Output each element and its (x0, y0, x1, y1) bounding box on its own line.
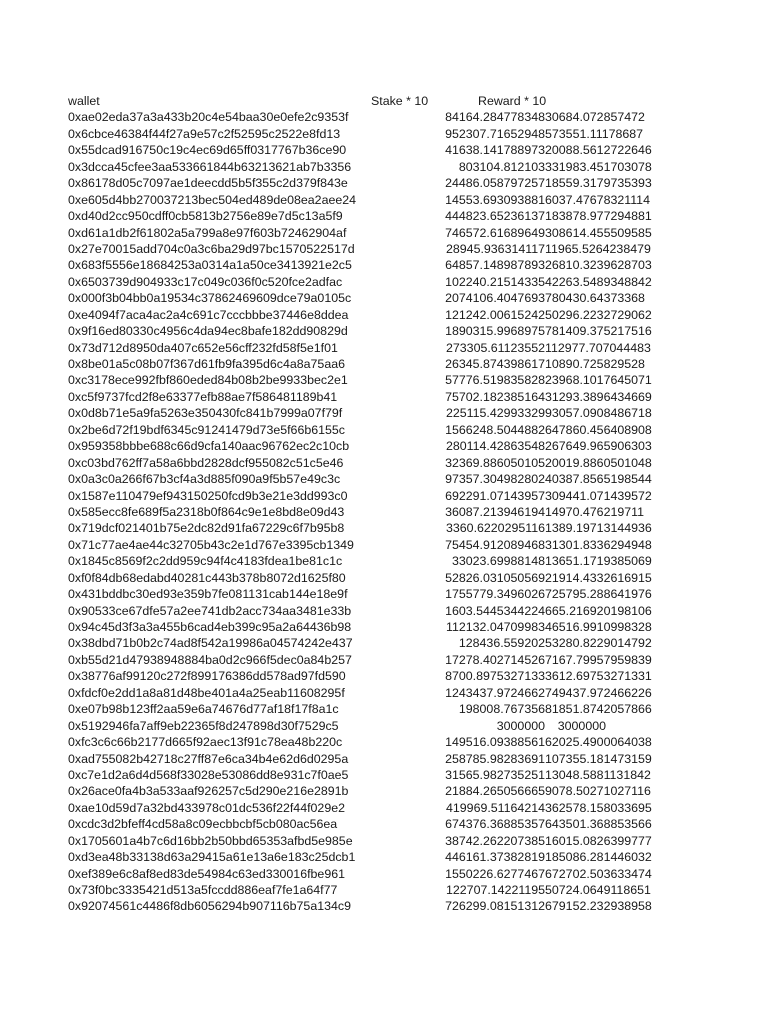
wallet-cell: 0xfdcf0e2dd1a8a81d48be401a4a25eab11608295f (68, 685, 345, 700)
header-row (68, 93, 613, 109)
wallet-cell: 0x6503739d904933c17c049c036f0c520fce2adfac (68, 274, 343, 289)
wallet-cell: 0x431bddbc30ed93e359b7fe081131cab144e18e9f (68, 587, 348, 602)
wallet-cell: 0xc03bd762ff7a58a6bbd2828dcf955082c51c5e46 (68, 455, 344, 470)
reward-cell: 267649.965906303 (545, 439, 652, 454)
reward-cell: 40387.8565198544 (545, 472, 652, 487)
table-row (68, 192, 650, 208)
stake-cell: 444823.65236137 (445, 209, 545, 224)
table-row (68, 685, 652, 701)
header-wallet: wallet (68, 94, 100, 108)
wallet-cell: 0x1845c8569f2c2dd959c94f4c4183fdea1be81c1c (68, 554, 343, 569)
table-row (68, 142, 652, 158)
wallet-cell: 0xae02eda37a3a433b20c4e54baa30e0efe2c9353f (68, 110, 349, 125)
wallet-cell: 0xd3ea48b33138d63a29415a61e13a6e183c25dcb1 (68, 850, 356, 865)
reward-cell: 3612.69753271331 (545, 669, 652, 684)
table-row (68, 816, 652, 832)
wallet-cell: 0x0a3c0a266f67b3cf4a3d885f090a9f5b57e49c3c (68, 472, 341, 487)
reward-cell: 672702.503633474 (545, 866, 652, 881)
stake-cell: 3360.6220295116 (446, 521, 545, 536)
table-row (68, 668, 652, 684)
reward-cell: 93057.0908486718 (545, 406, 652, 421)
wallet-cell: 0xad755082b42718c27ff87e6ca34b4e62d6d0295a (68, 751, 349, 766)
reward-cell: 11965.5264238479 (545, 241, 651, 256)
reward-cell: 50296.2232729062 (545, 307, 652, 322)
stake-cell: 128436.559202 (458, 636, 545, 651)
wallet-cell: 0x5192946fa7aff9eb22365f8d247898d30f7529c5 (68, 718, 339, 733)
wallet-cell: 0xb55d21d47938948884ba0d2c966f5dec0a84b257 (68, 652, 352, 667)
reward-cell: 31301.8336294948 (545, 537, 652, 552)
table-row (68, 603, 652, 619)
reward-cell: 16015.0826399777 (545, 833, 652, 848)
reward-cell: 53280.8229014792 (545, 636, 652, 651)
wallet-cell: 0x585ecc8fe689f5a2318b0f864c9e1e8bd8e09d43 (68, 504, 345, 519)
wallet-cell: 0x73d712d8950da407c652e56cff232fd58f5e1f01 (68, 340, 338, 355)
table-row (68, 356, 645, 372)
reward-cell: 42263.5489348842 (545, 274, 652, 289)
wallet-cell: 0x9f16ed80330c4956c4da94ec8bafe182dd90829d (68, 324, 348, 339)
wallet-cell: 0x27e70015add704c0a3c6ba29d97bc1570522517d (68, 241, 355, 256)
table-row (68, 751, 652, 767)
stake-cell: 64857.148987893 (445, 258, 545, 273)
reward-cell: 1389.19713144936 (545, 521, 652, 536)
table-row (68, 619, 652, 635)
reward-cell: 13048.5881131842 (545, 767, 651, 782)
stake-cell: 746572.61689649 (445, 225, 545, 240)
table-row (68, 126, 644, 142)
table-row (68, 471, 652, 487)
reward-cell: 665.216920198106 (545, 603, 652, 618)
table-row (68, 372, 652, 388)
wallet-cell: 0xc7e1d2a6d4d568f33028e53086dd8e931c7f0ae5 (68, 767, 349, 782)
reward-cell: 331983.451703078 (545, 159, 652, 174)
reward-cell: 725795.288641976 (545, 587, 652, 602)
stake-cell: 26345.874398617 (445, 357, 545, 371)
reward-cell: 6037.47678321114 (545, 192, 650, 207)
wallet-cell: 0x73f0bc3335421d513a5fccdd886eaf7fe1a64f77 (68, 883, 338, 897)
reward-cell: 31293.3896434669 (545, 389, 652, 404)
stake-cell: 97357.304982802 (445, 472, 545, 487)
reward-cell: 643501.368853566 (545, 817, 652, 832)
stake-cell: 121242.00615242 (445, 307, 545, 322)
table-row (68, 652, 652, 668)
stake-cell: 38742.262207385 (445, 833, 545, 848)
stake-cell: 17278.402714526 (445, 652, 545, 667)
wallet-cell: 0x0d8b71e5a9fa5263e350430fc841b7999a07f79f (68, 406, 343, 421)
reward-cell: 21914.4332616915 (545, 570, 652, 585)
wallet-cell: 0x94c45d3f3a3a455b6cad4eb399c95a2a64436b98 (68, 620, 352, 634)
table-row (68, 159, 652, 175)
table-row (68, 635, 652, 651)
stake-cell: 1755779.3496026 (445, 587, 545, 602)
wallet-cell: 0xe4094f7aca4ac2a4c691c7cccbbbe37446e8ddea (68, 307, 349, 322)
wallet-cell: 0x1587e110479ef943150250fcd9b3e21e3dd993c0 (68, 488, 348, 503)
reward-cell: 107355.181473159 (545, 751, 652, 766)
table-row (68, 241, 651, 257)
stake-cell: 273305.61123552 (446, 340, 545, 355)
stake-cell: 149516.09388561 (445, 735, 545, 750)
stake-cell: 674376.36885357 (445, 817, 545, 832)
wallet-cell: 0xe07b98b123ff2aa59e6a74676d77af18f17f8a1c (68, 702, 339, 717)
stake-cell: 1566248.5044882 (445, 422, 545, 437)
table-row (68, 849, 652, 865)
reward-cell: 20019.8860501048 (545, 455, 652, 470)
table-body (68, 109, 652, 914)
table-row (68, 323, 652, 339)
stake-cell: 726299.08151312 (445, 899, 545, 914)
reward-cell: 780430.64373368 (545, 291, 645, 306)
wallet-cell: 0xe605d4bb270037213bec504ed489de08ea2aee24 (68, 192, 357, 207)
table-row (68, 438, 652, 454)
table-row (68, 898, 652, 914)
table-row (68, 225, 652, 241)
wallet-cell: 0x8be01a5c08b07f367d61fb9fa395d6c4a8a75aa6 (68, 357, 345, 371)
wallet-cell: 0x959358bbbe688c66d9cfa140aac96762ec2c10cb (68, 439, 350, 454)
table-row (68, 307, 652, 323)
stake-cell: 112132.04709983 (446, 620, 545, 634)
table-row (68, 257, 652, 273)
reward-cell: 30684.072857472 (545, 110, 645, 125)
table-row (68, 175, 652, 191)
table-row (68, 570, 652, 586)
table-row (68, 405, 652, 421)
stake-cell: 952307.71652948 (445, 126, 545, 141)
stake-cell: 3000000 (496, 718, 545, 733)
wallet-cell: 0x71c77ae4ae44c32705b43c2e1d767e3395cb1349 (68, 537, 354, 552)
reward-cell: 20088.5612722646 (545, 143, 652, 158)
reward-cell: 81851.8742057866 (545, 702, 652, 717)
table-row (68, 553, 652, 569)
wallet-cell: 0xcdc3d2bfeff4cd58a8c09ecbbcbf5cb080ac56ea (68, 817, 338, 832)
table-row (68, 340, 651, 356)
reward-cell: 62025.4900064038 (545, 735, 652, 750)
wallet-cell: 0x2be6d72f19bdf6345c91241479d73e5f66b6155c (68, 422, 345, 437)
wallet-cell: 0x92074561c4486f8db6056294b907116b75a134c9 (68, 899, 351, 914)
reward-cell: 10890.725829528 (545, 357, 645, 371)
stake-cell: 8700.8975327133 (445, 669, 545, 684)
wallet-cell: 0xc3178ece992fbf860eded84b08b2be9933bec2e1 (68, 373, 348, 388)
header-stake: Stake * 10 (371, 94, 429, 108)
wallet-cell: 0x86178d05c7097ae1deecdd5b5f355c2d379f843e (68, 176, 348, 191)
wallet-cell: 0x683f5556e18684253a0314a1a50ce3413921e2c5 (68, 258, 352, 273)
stake-cell: 84164.284778348 (445, 110, 545, 125)
table-row (68, 866, 652, 882)
table-row (68, 767, 651, 783)
stake-cell: 1890315.9968975 (445, 324, 545, 339)
table-row (68, 718, 613, 734)
stake-cell: 32369.886050105 (445, 455, 545, 470)
reward-cell: 9078.50271027116 (545, 784, 651, 799)
wallet-cell: 0x3dcca45cfee3aa533661844b63213621ab7b3356 (68, 159, 352, 174)
wallet-cell: 0x38776af99120c272f899176386dd578ad97fd590 (68, 669, 346, 684)
stake-cell: 2074106.4047693 (445, 291, 545, 306)
table-row (68, 109, 645, 125)
wallet-cell: 0x719dcf021401b75e2dc82d91fa67229c6f7b95b8 (68, 521, 345, 536)
table-row (68, 701, 652, 717)
wallet-cell: 0xef389e6c8af8ed83de54984c63ed330016fbe961 (68, 866, 345, 881)
stake-cell: 419969.51164214 (446, 800, 545, 815)
reward-cell: 23968.1017645071 (545, 373, 652, 388)
stake-cell: 1243437.9724662 (445, 685, 545, 700)
reward-cell: 679152.232938958 (545, 899, 652, 914)
reward-cell: 50724.0649118651 (545, 883, 651, 897)
wallet-cell: 0x26ace0fa4b3a533aaf926257c5d290e216e2891b (68, 784, 349, 799)
table-row (68, 586, 652, 602)
table-row (68, 520, 652, 536)
stake-cell: 1550226.6277467 (445, 866, 545, 881)
stake-cell: 102240.21514335 (445, 274, 545, 289)
stake-cell: 122707.14221195 (446, 883, 545, 897)
stake-cell: 57776.519835828 (445, 373, 545, 388)
reward-cell: 573551.11178687 (545, 126, 644, 141)
wallet-cell: 0x38dbd71b0b2c74ad8f542a19986a04574242e437 (68, 636, 353, 651)
table-row (68, 734, 652, 750)
stake-cell: 225115.42993329 (446, 406, 545, 421)
reward-cell: 183878.977294881 (545, 209, 652, 224)
reward-cell: 3000000 (557, 718, 606, 733)
stake-cell: 36087.213946194 (445, 504, 545, 519)
stake-cell: 24486.058797257 (445, 176, 545, 191)
wallet-cell: 0x000f3b04bb0a19534c37862469609dce79a0105c (68, 291, 352, 306)
table-row (68, 882, 651, 898)
reward-cell: 185086.281446032 (545, 850, 652, 865)
stake-cell: 75454.912089468 (445, 537, 545, 552)
reward-cell: 749437.972466226 (545, 685, 652, 700)
wallet-cell: 0x90533ce67dfe57a2ee741db2acc734aa3481e33b (68, 603, 352, 618)
reward-cell: 18559.3179735393 (545, 176, 652, 191)
stake-cell: 75702.182385164 (445, 389, 545, 404)
wallet-cell: 0x1705601a4b7c6d16bb2b50bbd65353afbd5e985e (68, 833, 353, 848)
stake-cell: 41638.141788973 (445, 143, 545, 158)
stake-cell: 803104.812103 (458, 159, 545, 174)
wallet-cell: 0xf0f84db68edabd40281c443b378b8072d1625f80 (68, 570, 346, 585)
stake-cell: 52826.031050569 (445, 570, 545, 585)
reward-cell: 781409.375217516 (545, 324, 652, 339)
reward-cell: 13651.1719385069 (545, 554, 652, 569)
header-reward: Reward * 10 (478, 94, 547, 108)
stake-cell: 280114.42863548 (446, 439, 545, 454)
reward-cell: 362578.158033695 (545, 800, 652, 815)
table-row (68, 208, 652, 224)
wallet-cell: 0x6cbce46384f44f27a9e57c2f52595c2522e8fd13 (68, 126, 341, 141)
reward-cell: 308614.455509585 (545, 225, 652, 240)
table-row (68, 290, 645, 306)
reward-cell: 14970.476219711 (545, 504, 644, 519)
stake-cell: 14553.693093881 (445, 192, 545, 207)
stake-cell: 446161.37382819 (445, 850, 545, 865)
reward-cell: 46516.9910998328 (545, 620, 652, 634)
stake-cell: 692291.07143957 (445, 488, 545, 503)
reward-cell: 26810.3239628703 (545, 258, 652, 273)
table-row (68, 389, 652, 405)
table-row (68, 455, 652, 471)
spreadsheet-table (68, 93, 652, 915)
table-row (68, 833, 652, 849)
stake-cell: 21884.265056665 (445, 784, 545, 799)
wallet-cell: 0xc5f9737fcd2f8e63377efb88ae7f586481189b41 (68, 389, 338, 404)
table-row (68, 800, 652, 816)
table-row (68, 274, 652, 290)
table-row (68, 422, 652, 438)
table-row (68, 537, 652, 553)
reward-cell: 647860.456408908 (545, 422, 652, 437)
wallet-cell: 0xd40d2cc950cdff0cb5813b2756e89e7d5c13a5f9 (68, 209, 343, 224)
stake-cell: 33023.69988148 (451, 554, 545, 569)
wallet-cell: 0xd61a1db2f61802a5a799a8e97f603b72462904af (68, 225, 347, 240)
wallet-cell: 0xfc3c6c66b2177d665f92aec13f91c78ea48b220c (68, 735, 343, 750)
stake-cell: 28945.936314117 (446, 241, 545, 256)
reward-cell: 309441.071439572 (545, 488, 652, 503)
stake-cell: 198008.767356 (458, 702, 545, 717)
wallet-cell: 0xae10d59d7a32bd433978c01dc536f22f44f029e2 (68, 800, 345, 815)
table-row (68, 504, 644, 520)
wallet-cell: 0x55dcad916750c19c4ec69d65ff0317767b36ce90 (68, 143, 347, 158)
stake-cell: 31565.982735251 (445, 767, 545, 782)
table-row (68, 783, 651, 799)
reward-cell: 7167.79957959839 (545, 652, 652, 667)
reward-cell: 112977.707044483 (545, 340, 651, 355)
table-row (68, 488, 652, 504)
stake-cell: 258785.98283691 (445, 751, 545, 766)
stake-cell: 1603.5445344224 (445, 603, 545, 618)
